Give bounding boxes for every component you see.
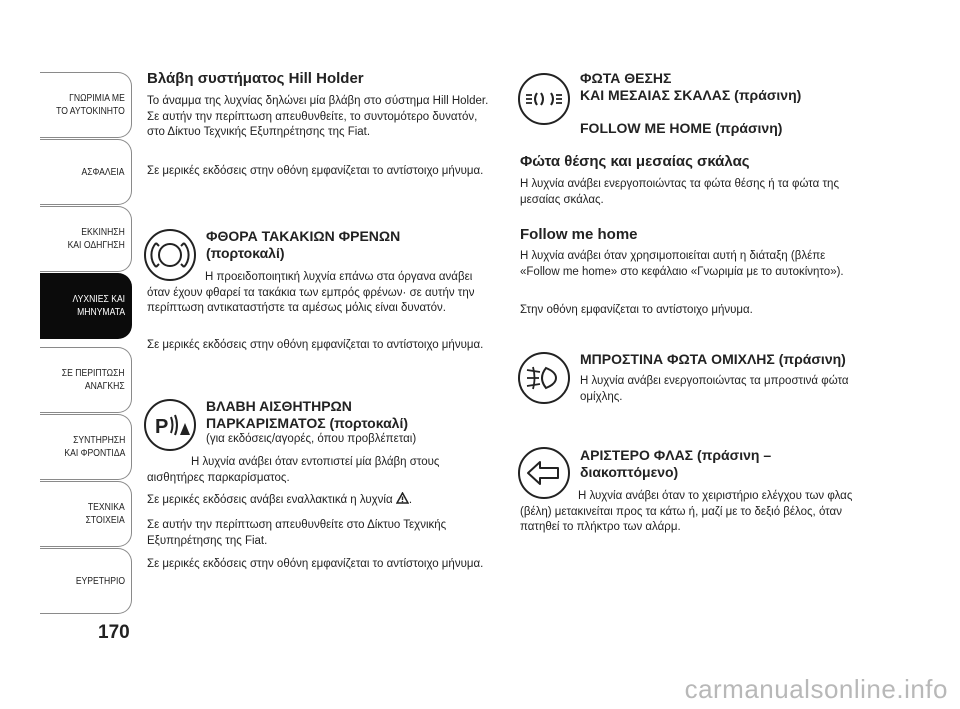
tab-warning-lights[interactable]: ΛΥΧΝΙΕΣ ΚΑΙ ΜΗΝΥΜΑΤΑ: [40, 273, 132, 339]
position-lights-icon: [516, 71, 572, 127]
brake-pads-text-1: Η προειδοποιητική λυχνία επάνω στα όργανα ανάβει όταν έχουν φθαρεί τα τακάκια των εμπρός φρένων· σε αυτήν την περίπτωση αντικαταστήστε τα αμέσως μόλις είναι δυνατόν.: [147, 271, 475, 314]
tab-index[interactable]: ΕΥΡΕΤΗΡΙΟ: [40, 548, 132, 614]
parking-sensor-text-2: Σε μερικές εκδόσεις ανάβει εναλλακτικά η λυχνία .: [147, 494, 413, 506]
warning-triangle-icon: [396, 492, 409, 504]
front-fog-lights-title: ΜΠΡΟΣΤΙΝΑ ΦΩΤΑ ΟΜΙΧΛΗΣ (πράσινη): [580, 351, 846, 367]
tab-starting-driving[interactable]: ΕΚΚΙΝΗΣΗ ΚΑΙ ΟΔΗΓΗΣΗ: [40, 206, 132, 272]
tab-safety[interactable]: ΑΣΦΑΛΕΙΑ: [40, 139, 132, 205]
parking-sensor-text-4: Σε μερικές εκδόσεις στην οθόνη εμφανίζεται το αντίστοιχο μήνυμα.: [147, 558, 484, 570]
hill-holder-text-1: Το άναμμα της λυχνίας δηλώνει μία βλάβη στο σύστημα Hill Holder. Σε αυτήν την περίπτωση απευθυνθείτε, το συντομότερο δυνατόν, στο Δίκτυο Τεχνικής Εξυπηρέτησης της Fiat.: [147, 95, 489, 138]
position-lights-title-2: ΚΑΙ ΜΕΣΑΙΑΣ ΣΚΑΛΑΣ (πράσινη): [580, 87, 802, 103]
follow-me-home-text-2: Στην οθόνη εμφανίζεται το αντίστοιχο μήνυμα.: [520, 304, 753, 316]
parking-sensor-text-3: Σε αυτήν την περίπτωση απευθυνθείτε στο Δίκτυο Τεχνικής Εξυπηρέτησης της Fiat.: [147, 519, 447, 547]
parking-sensor-subtitle: (για εκδόσεις/αγορές, όπου προβλέπεται): [206, 433, 417, 445]
watermark: carmanualsonline.info: [684, 674, 948, 704]
front-fog-lights-icon: [516, 350, 572, 406]
tab-technical-data[interactable]: ΤΕΧΝΙΚΑ ΣΤΟΙΧΕΙΑ: [40, 481, 132, 547]
parking-sensor-text-1: Η λυχνία ανάβει όταν εντοπιστεί μία βλάβη στους αισθητήρες παρκαρίσματος.: [147, 456, 440, 484]
position-lights-title-3: FOLLOW ME HOME (πράσινη): [580, 120, 783, 136]
tab-maintenance[interactable]: ΣΥΝΤΗΡΗΣΗ ΚΑΙ ΦΡΟΝΤΙΔΑ: [40, 414, 132, 480]
left-turn-signal-title: ΑΡΙΣΤΕΡΟ ΦΛΑΣ (πράσινη – διακοπτόμενο): [580, 447, 772, 480]
front-fog-lights-text: Η λυχνία ανάβει ενεργοποιώντας τα μπροστινά φώτα ομίχλης.: [580, 375, 849, 403]
parking-sensor-title: ΒΛΑΒΗ ΑΙΣΘΗΤΗΡΩΝ ΠΑΡΚΑΡΙΣΜΑΤΟΣ (πορτοκαλί): [206, 398, 409, 431]
left-turn-signal-text: Η λυχνία ανάβει όταν το χειριστήριο ελέγχου των φλας (βέλη) μετακινείται προς τα κάτω ή, μαζί με το δεξιό βέλος, όταν πατηθεί το πλήκτρο των αλάρμ.: [520, 490, 853, 533]
parking-sensor-icon: [142, 397, 198, 453]
tab-getting-to-know[interactable]: ΓΝΩΡΙΜΙΑ ΜΕ ΤΟ ΑΥΤΟΚΙΝΗΤΟ: [40, 72, 132, 138]
position-lights-title-1: ΦΩΤΑ ΘΕΣΗΣ: [580, 70, 672, 86]
svg-text:P: P: [155, 416, 169, 438]
page-number: 170: [98, 622, 130, 643]
hill-holder-title: Βλάβη συστήματος Hill Holder: [147, 70, 364, 87]
position-lights-subtitle: Φώτα θέσης και μεσαίας σκάλας: [520, 153, 750, 170]
follow-me-home-subtitle: Follow me home: [520, 226, 638, 243]
brake-pads-text-2: Σε μερικές εκδόσεις στην οθόνη εμφανίζεται το αντίστοιχο μήνυμα.: [147, 339, 484, 351]
position-lights-text: Η λυχνία ανάβει ενεργοποιώντας τα φώτα θέσης ή τα φώτα της μεσαίας σκάλας.: [520, 178, 839, 206]
hill-holder-text-2: Σε μερικές εκδόσεις στην οθόνη εμφανίζεται το αντίστοιχο μήνυμα.: [147, 165, 484, 177]
tab-emergency[interactable]: ΣΕ ΠΕΡΙΠΤΩΣΗ ΑΝΑΓΚΗΣ: [40, 347, 132, 413]
follow-me-home-text-1: Η λυχνία ανάβει όταν χρησιμοποιείται αυτή η διάταξη (βλέπε «Follow me home» στο κεφάλαιο «Γνωριμία με το αυτοκίνητο»).: [520, 250, 844, 278]
brake-pads-title: ΦΘΟΡΑ ΤΑΚΑΚΙΩΝ ΦΡΕΝΩΝ (πορτοκαλί): [206, 228, 401, 261]
